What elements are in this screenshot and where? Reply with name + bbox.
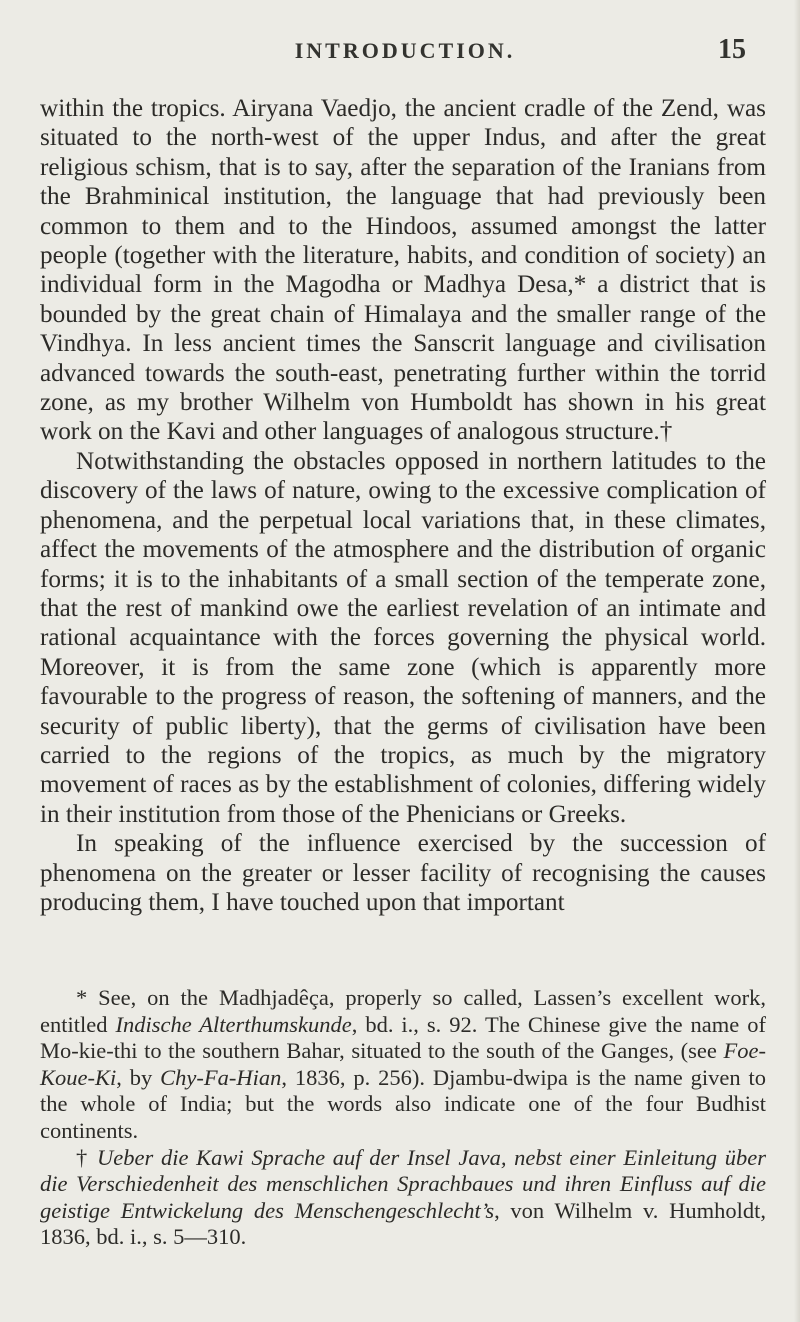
footnote-1	[40, 985, 766, 1145]
footnote-author: Chy-Fa-Hian	[160, 1064, 282, 1090]
paragraph: In speaking of the influence exercised by the succession of phenomena on the greater or lesser facility of recognising the causes producing them, I have touched upon that important	[40, 830, 766, 916]
footnote-2	[40, 1145, 766, 1251]
paragraph: within the tropics. Airyana Vaedjo, the ancient cradle of the Zend, was situated to the north-west of the upper Indus, and after the great religious schism, that is to say, after the separation of the Iranians from the Brahminical institution, the language that had previously been common to them and to the Hindoos, assumed amongst the latter people (together with the literature, habits, and condition of society) an individual form in the Magodha or Madhya Desa,* a district that is bounded by the great chain of Himalaya and the smaller range of the Vindhya. In less ancient times the Sanscrit language and civilisation advanced towards the south-east, penetrating further within the torrid zone, as my brother Wilhelm von Humboldt has shown in his great work on the Kavi and other languages of analogous structure.†	[40, 95, 766, 446]
footnote-text: See, on the Madhjadêça, properly so called, Lassen’s excellent work, entitled	[40, 985, 766, 1037]
page-number: 15	[718, 34, 746, 65]
footnote-text: , von Wilhelm v. Humholdt, 1836, bd. i., s. 5—310.	[40, 1197, 766, 1250]
main-text	[40, 94, 766, 917]
page-header	[40, 34, 770, 78]
footnotes	[40, 985, 766, 1251]
footnote-marker: †	[76, 1144, 98, 1170]
running-title: INTRODUCTION.	[294, 38, 516, 63]
footnote-text: , 1836, p. 256). Djambu-dwipa is the name given to the whole of India; but the words also indicate one of the four Budhist continents.	[40, 1064, 767, 1143]
footnote-marker: *	[76, 985, 99, 1010]
paragraph: Notwithstanding the obstacles opposed in northern latitudes to the discovery of the laws of nature, owing to the excessive complication of phenomena, and the perpetual local variations that, in these climates, affect the movements of the atmosphere and the distribution of organic forms; it is to the inhabitants of a small section of the temperate zone, that the rest of mankind owe the earliest revelation of an intimate and rational acquaintance with the forces governing the physical world. Moreover, it is from the same zone (which is apparently more favourable to the progress of reason, the softening of manners, and the security of public liberty), that the germs of civilisation have been carried to the regions of the tropics, as much by the migratory movement of races as by the establishment of colonies, differing widely in their institution from those of the Phenicians or Greeks.	[40, 447, 766, 828]
footnote-title: Ueber die Kawi Sprache auf der Insel Java, nebst einer Einleitung über die Verschiedenheit des menschlichen Sprachbaues und ihren Einfluss auf die geistige Entwickelung des Menschengeschlecht’s	[40, 1144, 766, 1223]
footnote-title: Indische Alterthumskunde	[115, 1011, 352, 1037]
footnote-text: , by	[116, 1064, 161, 1090]
footnote-citation: Foe-Koue-Ki	[40, 1038, 766, 1090]
footnote-text: , bd. i., s. 92. The Chinese give the name of Mo-kie-thi to the southern Bahar, situated to the south of the Ganges, (see	[40, 1011, 766, 1064]
page-edge-shadow	[794, 0, 800, 1322]
